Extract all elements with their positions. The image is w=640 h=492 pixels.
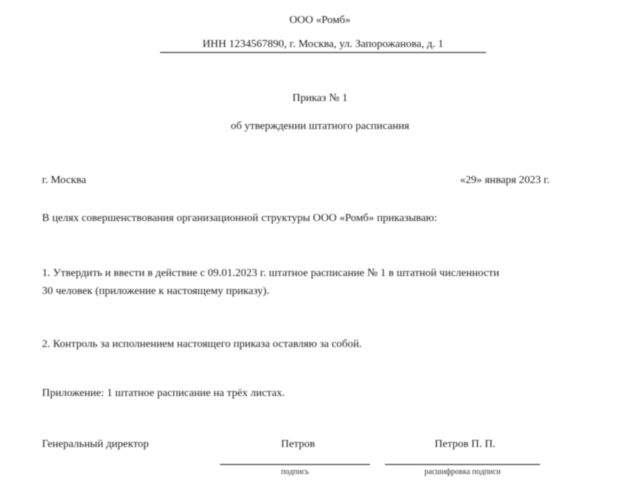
order-title: Приказ № 1: [292, 92, 348, 104]
order-attachment: Приложение: 1 штатное расписание на трёх листах.: [42, 387, 285, 399]
signer-full-name: Петров П. П.: [434, 438, 496, 450]
order-city: г. Москва: [42, 174, 87, 186]
name-caption: расшифровка подписи: [424, 467, 501, 476]
signer-position: Генеральный директор: [42, 438, 149, 450]
name-rule: [385, 464, 540, 465]
organization-details: ИНН 1234567890, г. Москва, ул. Запорожанова, д. 1: [160, 38, 486, 53]
signature-caption: подпись: [281, 467, 309, 476]
order-subject: об утверждении штатного расписания: [230, 120, 410, 132]
order-item-1-line-2: 30 человек (приложение к настоящему приказу).: [42, 285, 270, 297]
organization-name: ООО «Ромб»: [289, 14, 351, 26]
order-date: «29» января 2023 г.: [460, 174, 550, 186]
order-preamble: В целях совершенствования организационной структуры ООО «Ромб» приказываю:: [42, 212, 438, 224]
signer-signature: Петров: [281, 438, 315, 450]
order-item-2: 2. Контроль за исполнением настоящего приказа оставляю за собой.: [42, 338, 362, 350]
signature-rule: [220, 464, 370, 465]
order-item-1-line-1: 1. Утвердить и ввести в действие с 09.01.2023 г. штатное расписание № 1 в штатной численности: [42, 267, 500, 279]
